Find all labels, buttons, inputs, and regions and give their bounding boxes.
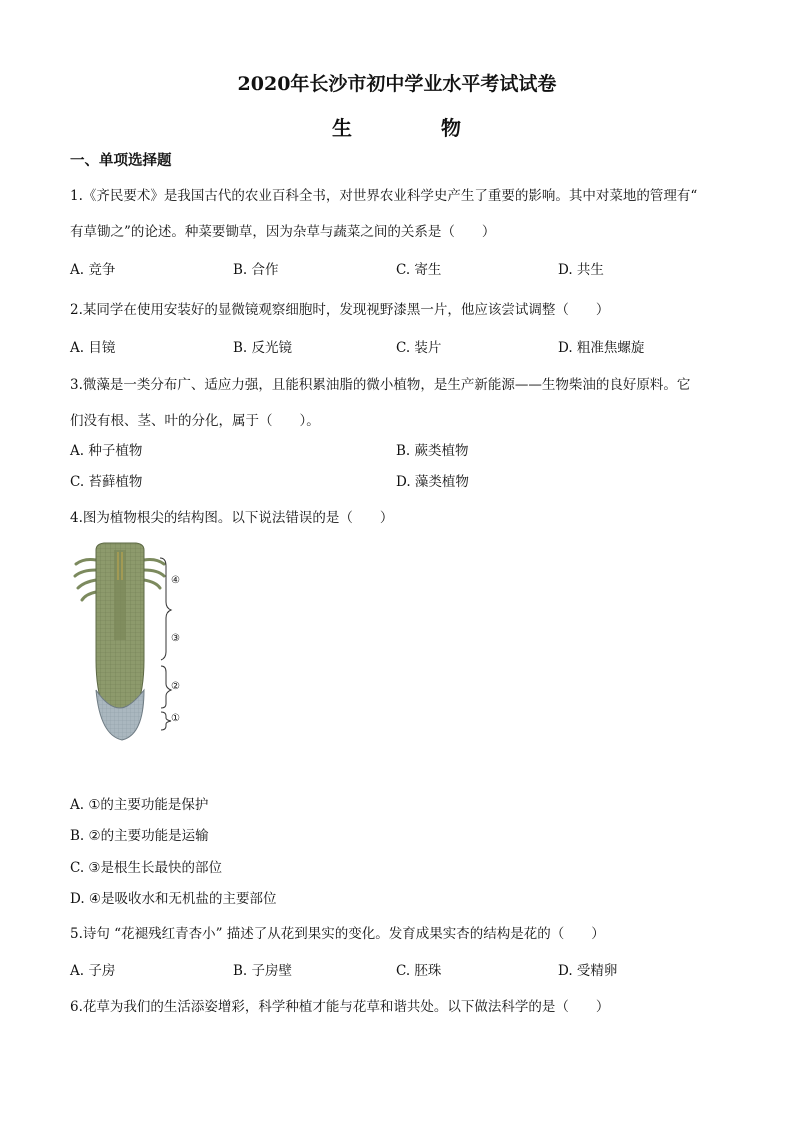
- q2-option-c[interactable]: C. 装片: [396, 340, 442, 356]
- label-region-4: ④: [171, 575, 180, 586]
- q1-option-a[interactable]: A. 竞争: [70, 262, 116, 278]
- q2-number: 2.: [70, 302, 83, 318]
- q6-text-1: 花草为我们的生活添姿增彩，科学种植才能与花草和谐共处。以下做法科学的是（ ）: [82, 999, 610, 1015]
- q2-text-1: 某同学在使用安装好的显微镜观察细胞时，发现视野漆黑一片，他应该尝试调整（ ）: [82, 302, 610, 318]
- q2-option-a[interactable]: A. 目镜: [70, 340, 116, 356]
- q1-line-1: [70, 186, 697, 206]
- q1-option-b[interactable]: B. 合作: [233, 262, 279, 278]
- q1-number: 1.: [70, 188, 83, 204]
- q3-option-d[interactable]: D. 藻类植物: [396, 474, 469, 490]
- vascular-core: [114, 550, 126, 640]
- subject-char-1: 生: [332, 116, 352, 140]
- q4-option-d[interactable]: D. ④是吸收水和无机盐的主要部位: [70, 891, 277, 907]
- q3-option-b[interactable]: B. 蕨类植物: [396, 443, 469, 459]
- q3-number: 3.: [70, 377, 83, 393]
- q1-text-2: 有草锄之”的论述。种菜要锄草，因为杂草与蔬菜之间的关系是（ ）: [70, 224, 496, 240]
- q6-number: 6.: [70, 999, 83, 1015]
- section-heading: 一、单项选择题: [70, 153, 172, 169]
- q5-option-d[interactable]: D. 受精卵: [558, 963, 618, 979]
- q2-line-1: [70, 300, 609, 320]
- q1-text-1: 《齐民要术》是我国古代的农业百科全书，对世界农业科学史产生了重要的影响。其中对菜地的管理有“: [82, 188, 698, 204]
- root-tip-diagram: [70, 540, 180, 745]
- q4-line-1: [70, 508, 393, 528]
- q5-text-1: 诗句 “花褪残红青杏小” 描述了从花到果实的变化。发育成果实杏的结构是花的（ ）: [82, 926, 605, 942]
- q4-option-b[interactable]: B. ②的主要功能是运输: [70, 828, 209, 844]
- label-region-2: ②: [171, 681, 180, 692]
- q5-line-1: [70, 924, 605, 944]
- subject-char-2: 物: [441, 116, 461, 140]
- q1-option-c[interactable]: C. 寄生: [396, 262, 442, 278]
- exam-title: 2020年长沙市初中学业水平考试试卷: [237, 73, 557, 95]
- label-region-3: ③: [171, 633, 180, 644]
- q5-number: 5.: [70, 926, 83, 942]
- q6-line-1: [70, 997, 609, 1017]
- q2-option-d[interactable]: D. 粗准焦螺旋: [558, 340, 645, 356]
- q2-option-b[interactable]: B. 反光镜: [233, 340, 293, 356]
- q4-text-1: 图为植物根尖的结构图。以下说法错误的是（ ）: [82, 510, 394, 526]
- q5-option-a[interactable]: A. 子房: [70, 963, 116, 979]
- q3-option-c[interactable]: C. 苔藓植物: [70, 474, 143, 490]
- q3-text-2: 们没有根、茎、叶的分化，属于（ ）。: [70, 413, 320, 429]
- label-region-1: ①: [171, 713, 180, 724]
- q4-option-c[interactable]: C. ③是根生长最快的部位: [70, 860, 223, 876]
- q3-line-1: [70, 375, 690, 395]
- q5-option-c[interactable]: C. 胚珠: [396, 963, 442, 979]
- q1-option-d[interactable]: D. 共生: [558, 262, 604, 278]
- region-bracket: [160, 558, 171, 730]
- q5-option-b[interactable]: B. 子房壁: [233, 963, 293, 979]
- q4-option-a[interactable]: A. ①的主要功能是保护: [70, 797, 209, 813]
- q3-text-1: 微藻是一类分布广、适应力强，且能积累油脂的微小植物，是生产新能源——生物柴油的良好原料。它: [82, 377, 691, 393]
- q3-option-a[interactable]: A. 种子植物: [70, 443, 143, 459]
- q4-number: 4.: [70, 510, 83, 526]
